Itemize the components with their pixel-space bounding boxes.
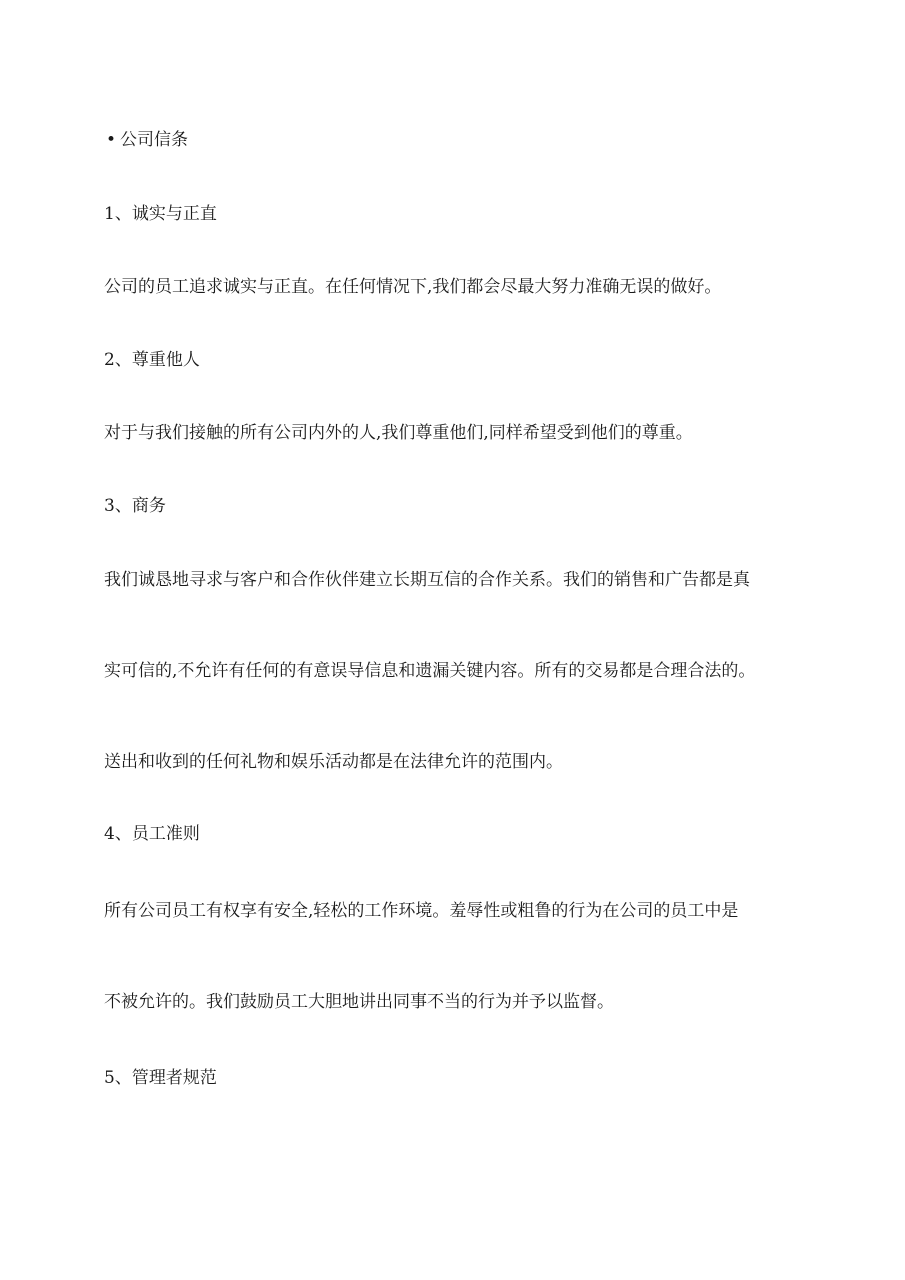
- heading-text: 公司信条: [120, 130, 188, 150]
- item-5-title: 5、管理者规范: [104, 1068, 217, 1088]
- item-3-body-line: 送出和收到的任何礼物和娱乐活动都是在法律允许的范围内。: [104, 752, 563, 772]
- item-4-body-line: 不被允许的。我们鼓励员工大胆地讲出同事不当的行为并予以监督。: [104, 992, 614, 1012]
- item-4-body-line: 所有公司员工有权享有安全,轻松的工作环境。羞辱性或粗鲁的行为在公司的员工中是: [104, 901, 739, 921]
- item-1-title: 1、诚实与正直: [104, 204, 217, 224]
- item-2-body-line: 对于与我们接触的所有公司内外的人,我们尊重他们,同样希望受到他们的尊重。: [104, 423, 693, 443]
- bullet-icon: •: [106, 130, 117, 150]
- item-3-body-line: 我们诚恳地寻求与客户和合作伙伴建立长期互信的合作关系。我们的销售和广告都是真: [104, 570, 750, 590]
- item-3-body-line: 实可信的,不允许有任何的有意误导信息和遗漏关键内容。所有的交易都是合理合法的。: [104, 661, 756, 681]
- item-4-title: 4、员工准则: [104, 824, 200, 844]
- item-3-title: 3、商务: [104, 496, 166, 516]
- item-1-body-line: 公司的员工追求诚实与正直。在任何情况下,我们都会尽最大努力准确无误的做好。: [104, 277, 722, 297]
- item-2-title: 2、尊重他人: [104, 350, 200, 370]
- section-heading: [106, 128, 188, 152]
